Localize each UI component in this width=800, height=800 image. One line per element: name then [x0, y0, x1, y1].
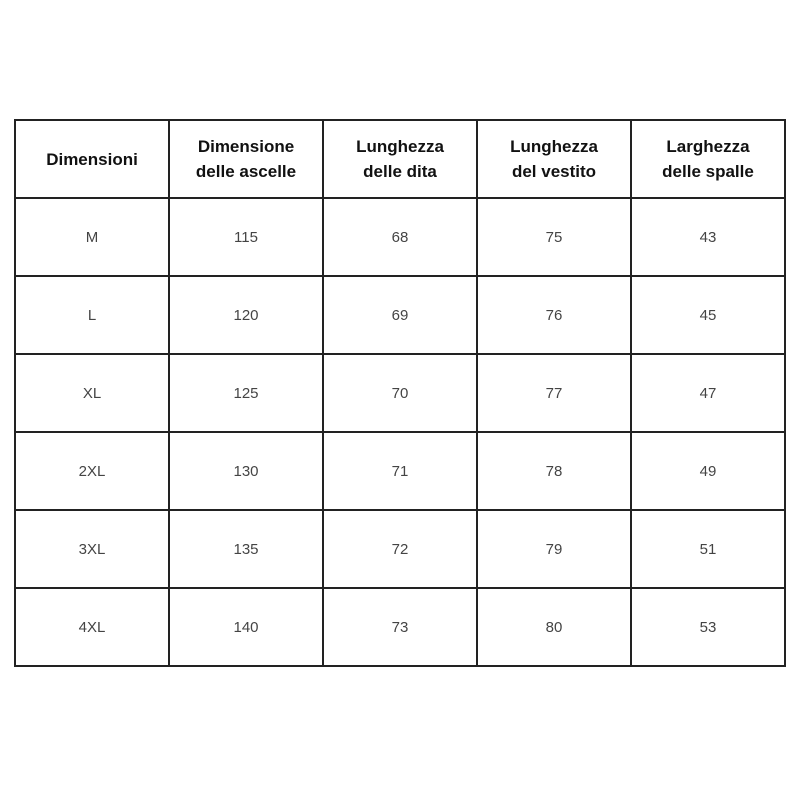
header-line: Larghezza: [666, 137, 750, 156]
table-cell: 49: [631, 432, 785, 510]
table-cell: 78: [477, 432, 631, 510]
header-dimensioni: [15, 120, 169, 198]
table-row: [15, 276, 785, 354]
table-cell: 77: [477, 354, 631, 432]
table-cell: 125: [169, 354, 323, 432]
header-line: delle dita: [363, 162, 437, 181]
table-cell: 43: [631, 198, 785, 276]
table-cell: 115: [169, 198, 323, 276]
table-cell: 68: [323, 198, 477, 276]
table-cell: 120: [169, 276, 323, 354]
header-dimensione-ascelle: [169, 120, 323, 198]
table-cell: 47: [631, 354, 785, 432]
header-line: Lunghezza: [510, 137, 598, 156]
header-lunghezza-dita: [323, 120, 477, 198]
table-cell: 70: [323, 354, 477, 432]
table-cell: L: [15, 276, 169, 354]
table-header-row: [15, 120, 785, 198]
header-lunghezza-vestito: [477, 120, 631, 198]
table-cell: 4XL: [15, 588, 169, 666]
size-chart-table: [14, 119, 786, 667]
table-cell: 53: [631, 588, 785, 666]
header-line: Lunghezza: [356, 137, 444, 156]
table-row: [15, 198, 785, 276]
table-cell: 79: [477, 510, 631, 588]
table-cell: 135: [169, 510, 323, 588]
table-cell: 69: [323, 276, 477, 354]
table-cell: 2XL: [15, 432, 169, 510]
table-row: [15, 432, 785, 510]
table-cell: 80: [477, 588, 631, 666]
table-cell: XL: [15, 354, 169, 432]
header-line: Dimensioni: [46, 149, 138, 169]
table-cell: M: [15, 198, 169, 276]
table-cell: 76: [477, 276, 631, 354]
table-row: [15, 354, 785, 432]
header-line: del vestito: [511, 162, 597, 181]
header-line: Dimensione: [197, 137, 295, 156]
table-cell: 71: [323, 432, 477, 510]
table-cell: 130: [169, 432, 323, 510]
table-cell: 72: [323, 510, 477, 588]
table-cell: 45: [631, 276, 785, 354]
table-cell: 51: [631, 510, 785, 588]
header-line: delle ascelle: [195, 162, 297, 181]
table-cell: 73: [323, 588, 477, 666]
header-larghezza-spalle: [631, 120, 785, 198]
table-row: [15, 588, 785, 666]
table-cell: 75: [477, 198, 631, 276]
header-line: delle spalle: [662, 162, 754, 181]
table-row: [15, 510, 785, 588]
table-cell: 3XL: [15, 510, 169, 588]
table-cell: 140: [169, 588, 323, 666]
